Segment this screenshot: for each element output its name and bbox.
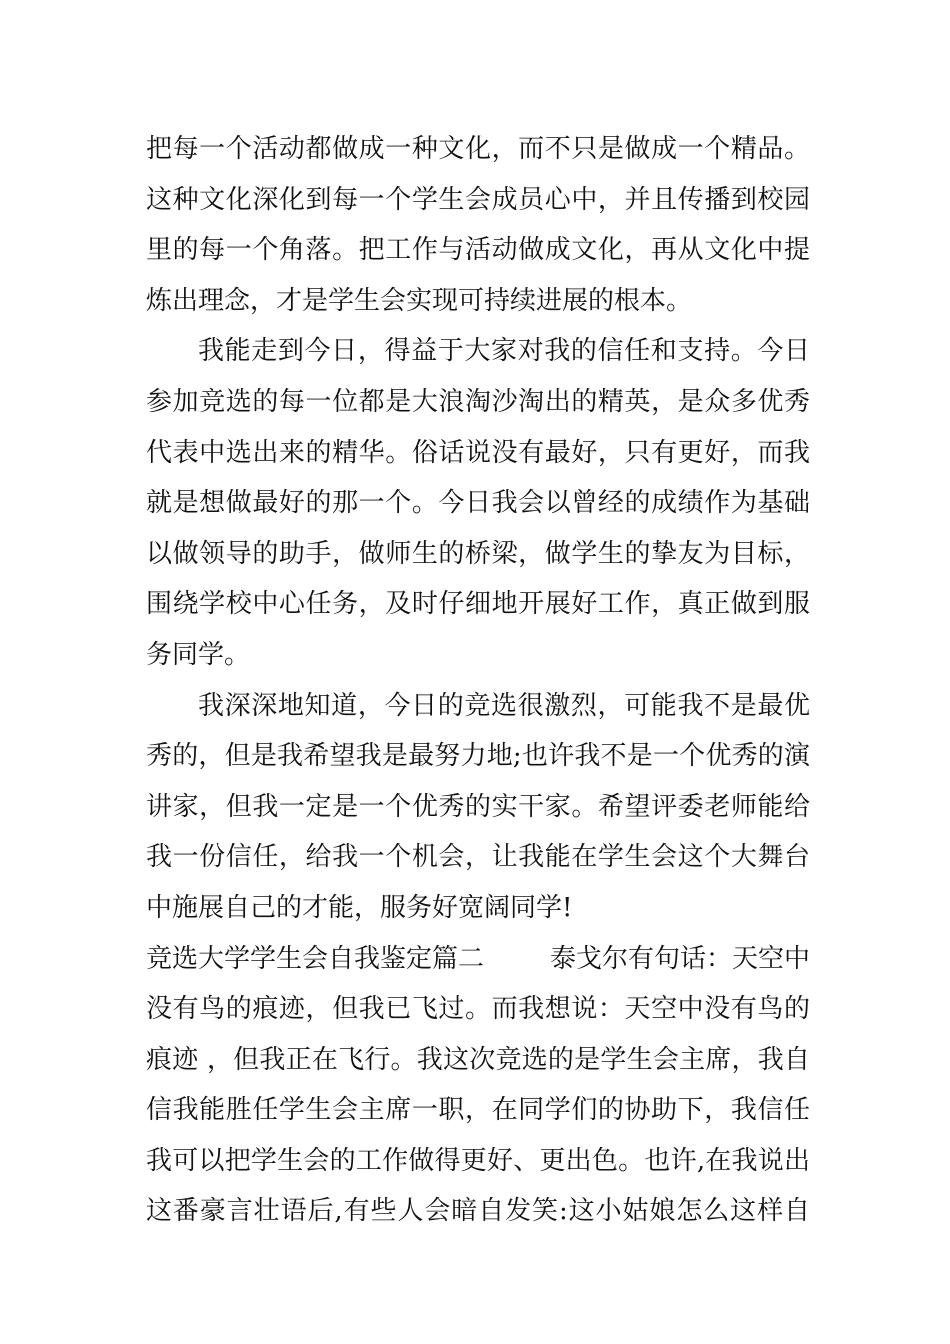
text-line: 炼出理念，才是学生会实现可持续进展的根本。 bbox=[146, 285, 693, 316]
text-line: 我深深地知道，今日的竞选很激烈，可能我不是最优 bbox=[198, 690, 810, 721]
section-title: 竞选大学学生会自我鉴定篇二 bbox=[146, 943, 485, 974]
text-line: 里的每一个角落。把工作与活动做成文化，再从文化中提 bbox=[146, 235, 810, 266]
text-line: 这种文化深化到每一个学生会成员心中，并且传播到校园 bbox=[146, 184, 810, 215]
text-line: 中施展自己的才能，服务好宽阔同学! bbox=[146, 892, 573, 923]
text-line: 务同学。 bbox=[146, 639, 251, 670]
document-body bbox=[146, 124, 810, 1237]
text-line: 讲家，但我一定是一个优秀的实干家。希望评委老师能给 bbox=[146, 791, 810, 822]
text-line: 就是想做最好的那一个。今日我会以曾经的成绩作为基础 bbox=[146, 488, 810, 519]
text-line: 痕迹 ，但我正在飞行。我这次竞选的是学生会主席，我自 bbox=[146, 1044, 810, 1075]
text-line: 把每一个活动都做成一种文化，而不只是做成一个精品。 bbox=[146, 134, 810, 164]
text-line: 参加竞选的每一位都是大浪淘沙淘出的精英，是众多优秀 bbox=[146, 386, 810, 417]
text-line: 秀的，但是我希望我是最努力地;也许我不是一个优秀的演 bbox=[146, 741, 810, 772]
section-continuation: 泰戈尔有句话：天空中 bbox=[549, 943, 810, 974]
text-line: 信我能胜任学生会主席一职，在同学们的协助下，我信任 bbox=[146, 1095, 810, 1126]
text-line: 我一份信任，给我一个机会，让我能在学生会这个大舞台 bbox=[146, 842, 810, 873]
text-line: 这番豪言壮语后,有些人会暗自发笑:这小姑娘怎么这样自 bbox=[146, 1196, 810, 1227]
text-line: 围绕学校中心任务，及时仔细地开展好工作，真正做到服 bbox=[146, 589, 810, 620]
text-line: 以做领导的助手，做师生的桥梁，做学生的挚友为目标， bbox=[146, 538, 810, 569]
text-line: 代表中选出来的精华。俗话说没有最好，只有更好，而我 bbox=[146, 437, 810, 468]
section-heading-line bbox=[146, 934, 810, 985]
text-line: 我可以把学生会的工作做得更好、更出色。也许,在我说出 bbox=[146, 1145, 810, 1176]
text-line: 没有鸟的痕迹，但我已飞过。而我想说：天空中没有鸟的 bbox=[146, 994, 810, 1025]
text-line: 我能走到今日，得益于大家对我的信任和支持。今日 bbox=[198, 336, 810, 367]
